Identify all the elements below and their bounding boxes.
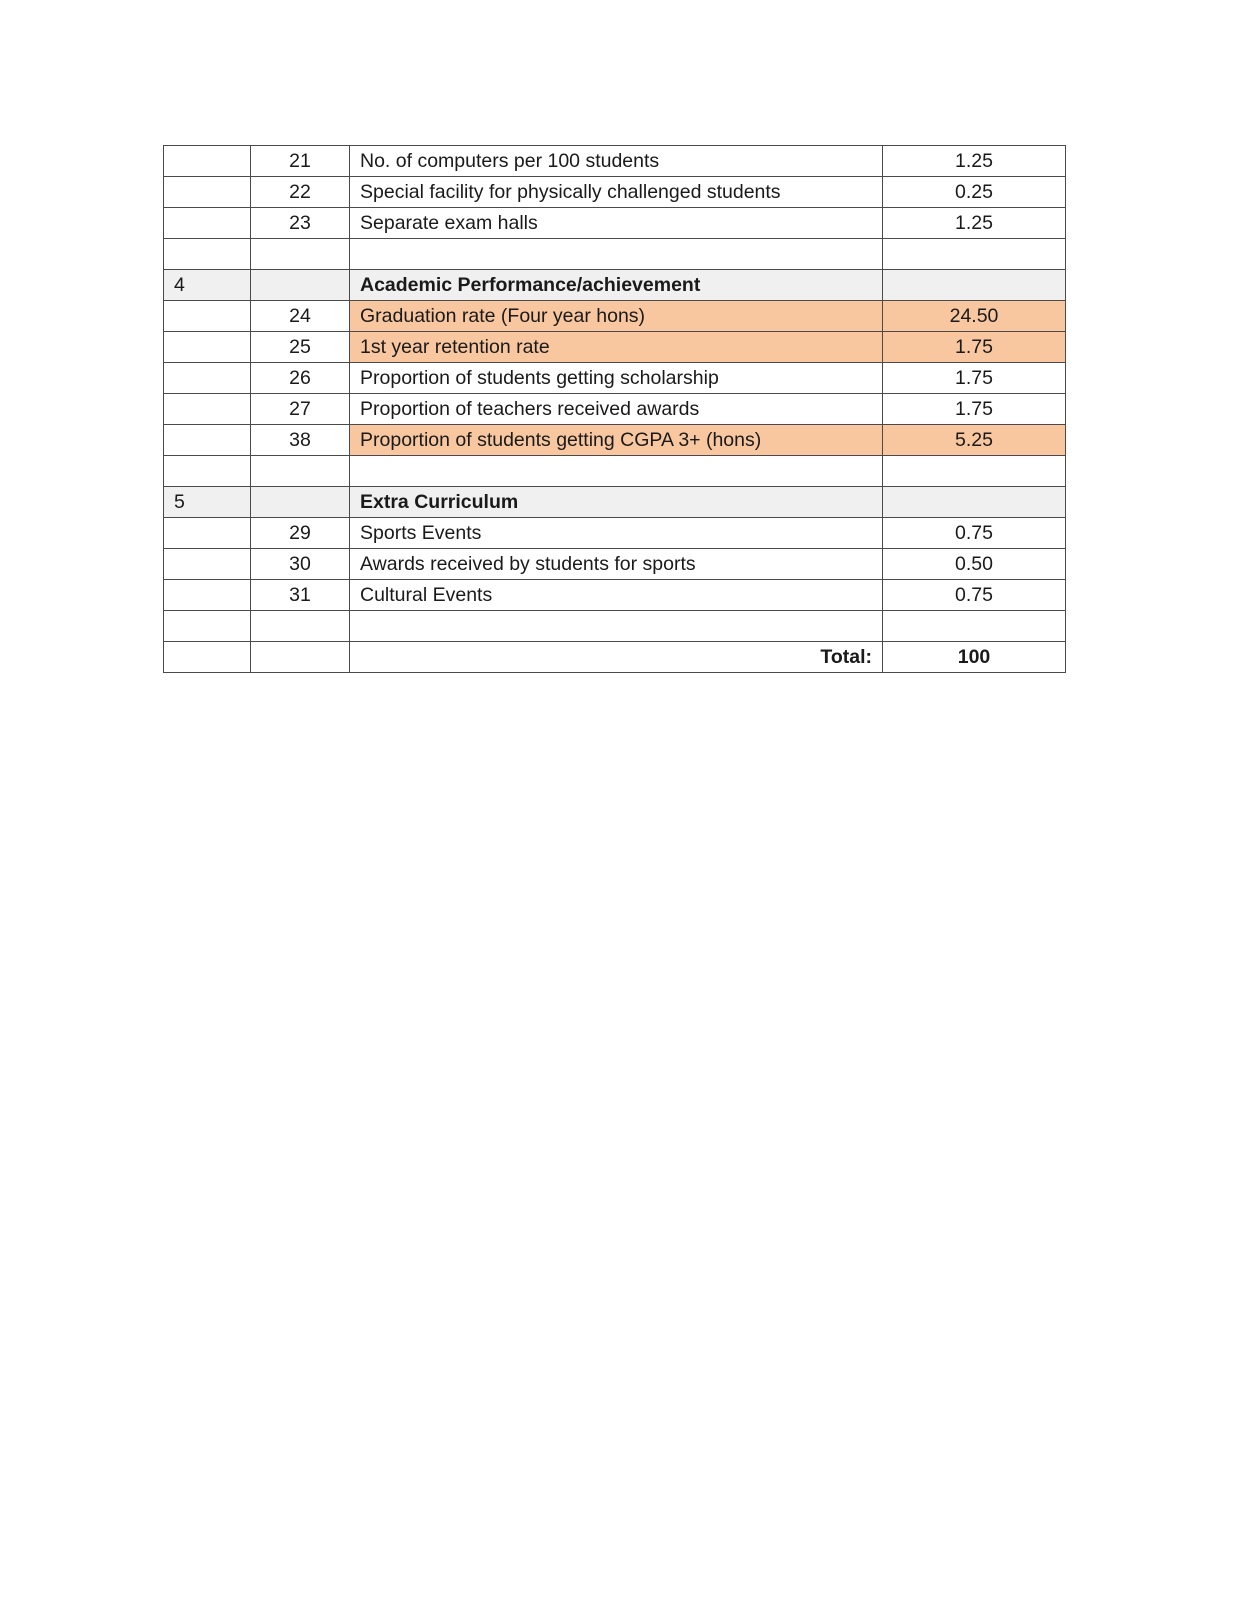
empty-cell: [883, 611, 1066, 642]
section-header-row: [164, 270, 1066, 301]
section-title: Academic Performance/achievement: [350, 270, 883, 301]
item-description: Sports Events: [350, 518, 883, 549]
empty-cell: [350, 456, 883, 487]
empty-cell: [883, 456, 1066, 487]
section-title: Extra Curriculum: [350, 487, 883, 518]
empty-cell: [251, 456, 350, 487]
item-description: No. of computers per 100 students: [350, 146, 883, 177]
empty-cell: [883, 239, 1066, 270]
item-number: 25: [251, 332, 350, 363]
criteria-table: [163, 145, 1066, 673]
empty-cell: [883, 487, 1066, 518]
section-number-cell: [164, 363, 251, 394]
empty-cell: [164, 611, 251, 642]
total-value: 100: [883, 642, 1066, 673]
item-number: 31: [251, 580, 350, 611]
table-row: [164, 332, 1066, 363]
item-score: 0.75: [883, 580, 1066, 611]
item-description: Cultural Events: [350, 580, 883, 611]
spacer-row: [164, 456, 1066, 487]
spacer-row: [164, 239, 1066, 270]
item-description: Proportion of students getting CGPA 3+ (hons): [350, 425, 883, 456]
empty-cell: [251, 611, 350, 642]
section-number-cell: [164, 425, 251, 456]
item-number: 21: [251, 146, 350, 177]
empty-cell: [350, 239, 883, 270]
section-number-cell: [164, 549, 251, 580]
item-score: 0.25: [883, 177, 1066, 208]
section-number-cell: [164, 177, 251, 208]
section-number-cell: [164, 580, 251, 611]
item-score: 24.50: [883, 301, 1066, 332]
section-number: 5: [164, 487, 251, 518]
table-row: [164, 518, 1066, 549]
item-description: Awards received by students for sports: [350, 549, 883, 580]
item-description: 1st year retention rate: [350, 332, 883, 363]
table-row: [164, 549, 1066, 580]
empty-cell: [350, 611, 883, 642]
table-row: [164, 394, 1066, 425]
item-score: 1.25: [883, 146, 1066, 177]
item-number: 23: [251, 208, 350, 239]
empty-cell: [251, 239, 350, 270]
table-row: [164, 425, 1066, 456]
item-number: 22: [251, 177, 350, 208]
table-row: [164, 146, 1066, 177]
total-row: [164, 642, 1066, 673]
item-number: 26: [251, 363, 350, 394]
empty-cell: [251, 270, 350, 301]
empty-cell: [883, 270, 1066, 301]
item-number: 38: [251, 425, 350, 456]
item-description: Separate exam halls: [350, 208, 883, 239]
item-score: 1.25: [883, 208, 1066, 239]
item-score: 1.75: [883, 394, 1066, 425]
item-description: Special facility for physically challenged students: [350, 177, 883, 208]
section-number-cell: [164, 332, 251, 363]
section-number-cell: [164, 394, 251, 425]
item-number: 24: [251, 301, 350, 332]
item-number: 30: [251, 549, 350, 580]
section-header-row: [164, 487, 1066, 518]
table-row: [164, 580, 1066, 611]
item-description: Graduation rate (Four year hons): [350, 301, 883, 332]
total-label: Total:: [350, 642, 883, 673]
section-number-cell: [164, 518, 251, 549]
table-row: [164, 301, 1066, 332]
item-score: 5.25: [883, 425, 1066, 456]
item-score: 1.75: [883, 363, 1066, 394]
table-row: [164, 363, 1066, 394]
empty-cell: [251, 487, 350, 518]
table-row: [164, 208, 1066, 239]
item-number: 27: [251, 394, 350, 425]
item-score: 0.75: [883, 518, 1066, 549]
spacer-row: [164, 611, 1066, 642]
empty-cell: [164, 642, 251, 673]
item-number: 29: [251, 518, 350, 549]
section-number-cell: [164, 456, 251, 487]
item-score: 0.50: [883, 549, 1066, 580]
section-number-cell: [164, 301, 251, 332]
item-description: Proportion of teachers received awards: [350, 394, 883, 425]
empty-cell: [251, 642, 350, 673]
section-number: 4: [164, 270, 251, 301]
table-row: [164, 177, 1066, 208]
section-number-cell: [164, 208, 251, 239]
item-score: 1.75: [883, 332, 1066, 363]
section-number-cell: [164, 239, 251, 270]
section-number-cell: [164, 146, 251, 177]
item-description: Proportion of students getting scholarship: [350, 363, 883, 394]
